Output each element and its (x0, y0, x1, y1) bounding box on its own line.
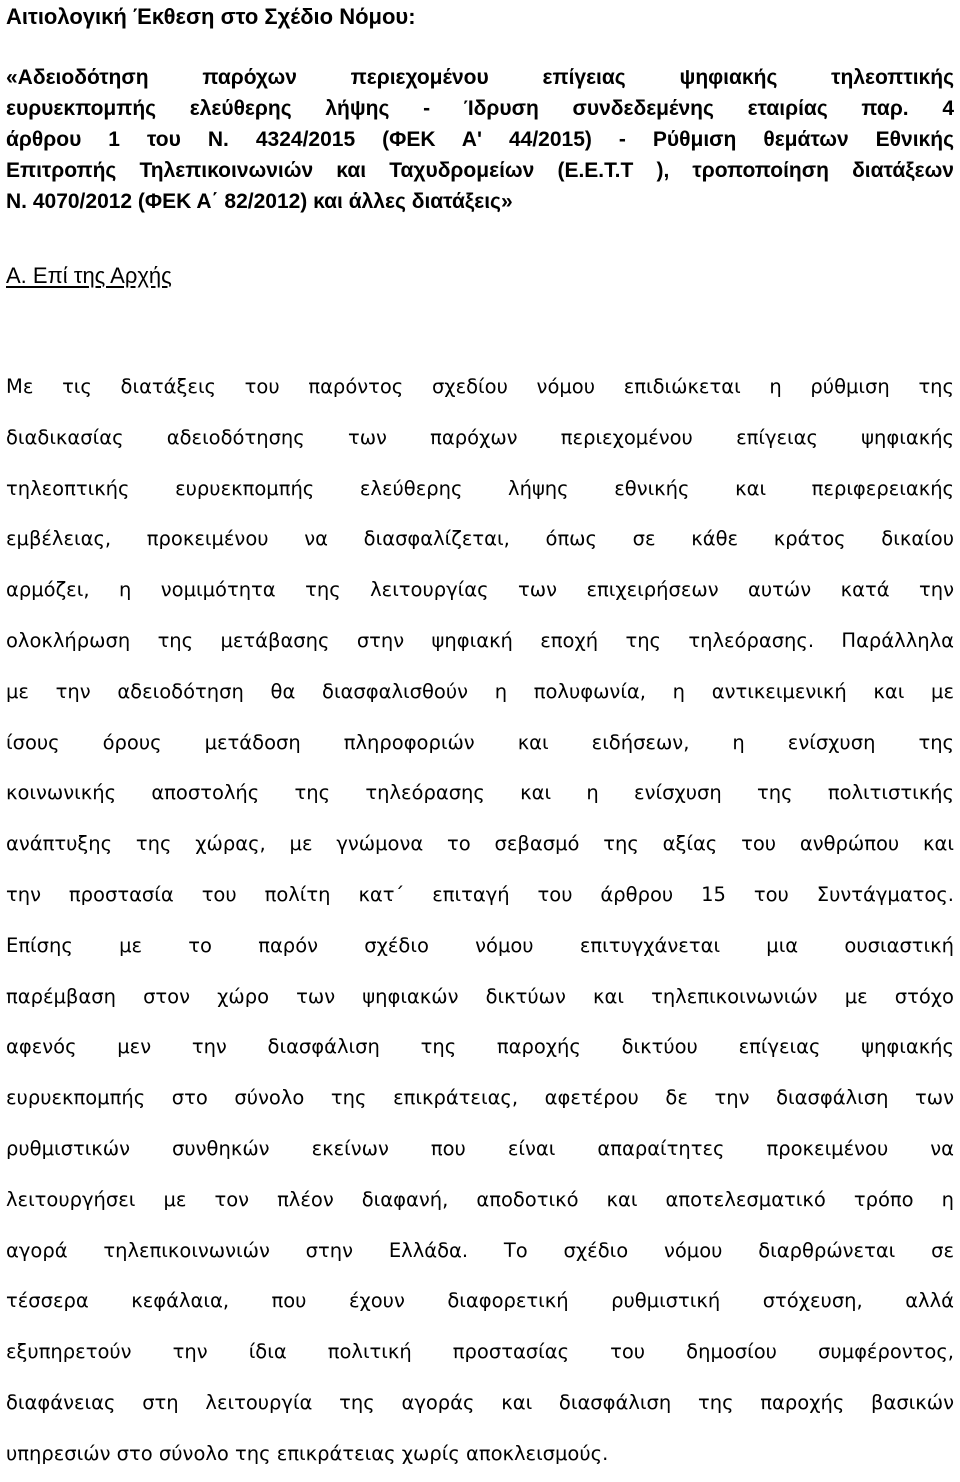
body-line: παρέμβαση στον χώρο των ψηφιακών δικτύων και τηλεπικοινωνιών με στόχο (6, 984, 954, 1008)
body-line: αρμόζει, η νομιμότητα της λειτουργίας των επιχειρήσεων αυτών κατά την (6, 578, 954, 602)
bill-title-line: «Αδειοδότηση παρόχων περιεχομένου επίγειας ψηφιακής τηλεοπτικής (6, 66, 954, 89)
body-line: ρυθμιστικών συνθηκών εκείνων που είναι απαραίτητες προκειμένου να (6, 1136, 954, 1160)
body-line: διαφάνειας στη λειτουργία της αγοράς και διασφάλιση της παροχής βασικών (6, 1390, 954, 1414)
bill-title-line: Επιτροπής Τηλεπικοινωνιών και Ταχυδρομείων (Ε.Ε.Τ.Τ ), τροποποίηση διατάξεων (6, 159, 954, 182)
body-line: υπηρεσιών στο σύνολο της επικράτειας χωρίς αποκλεισμούς. (6, 1441, 609, 1465)
body-line: λειτουργήσει με τον πλέον διαφανή, αποδοτικό και αποτελεσματικό τρόπο η (6, 1187, 954, 1211)
body-line: κοινωνικής αποστολής της τηλεόρασης και η ενίσχυση της πολιτιστικής (6, 781, 954, 805)
section-heading: Α. Επί της Αρχής (6, 263, 172, 288)
body-line: εμβέλειας, προκειμένου να διασφαλίζεται, όπως σε κάθε κράτος δικαίου (6, 527, 954, 551)
bill-title (6, 62, 954, 217)
document-page (6, 0, 954, 1480)
body-line: αφενός μεν την διασφάλιση της παροχής δικτύου επίγειας ψηφιακής (6, 1035, 954, 1059)
body-line: τέσσερα κεφάλαια, που έχουν διαφορετική ρυθμιστική στόχευση, αλλά (6, 1289, 954, 1313)
bill-title-line: άρθρου 1 του Ν. 4324/2015 (ΦΕΚ Α' 44/2015) - Ρύθμιση θεμάτων Εθνικής (6, 128, 954, 151)
document-title: Αιτιολογική Έκθεση στο Σχέδιο Νόμου: (6, 4, 416, 29)
body-line: ανάπτυξης της χώρας, με γνώμονα το σεβασμό της αξίας του ανθρώπου και (6, 832, 954, 856)
body-line: Με τις διατάξεις του παρόντος σχεδίου νόμου επιδιώκεται η ρύθμιση της (6, 375, 954, 398)
body-paragraph (6, 362, 954, 1480)
body-line: με την αδειοδότηση θα διασφαλισθούν η πολυφωνία, η αντικειμενική και με (6, 679, 954, 703)
body-line: αγορά τηλεπικοινωνιών στην Ελλάδα. Το σχέδιο νόμου διαρθρώνεται σε (6, 1238, 954, 1262)
body-line: ολοκλήρωση της μετάβασης στην ψηφιακή εποχή της τηλεόρασης. Παράλληλα (6, 628, 954, 652)
body-line: Επίσης με το παρόν σχέδιο νόμου επιτυγχάνεται μια ουσιαστική (6, 933, 954, 957)
body-line: την προστασία του πολίτη κατ΄ επιταγή του άρθρου 15 του Συντάγματος. (6, 882, 954, 906)
body-line: τηλεοπτικής ευρυεκπομπής ελεύθερης λήψης εθνικής και περιφερειακής (6, 476, 954, 500)
body-line: εξυπηρετούν την ίδια πολιτική προστασίας του δημοσίου συμφέροντος, (6, 1340, 954, 1364)
body-line: ίσους όρους μετάδοση πληροφοριών και ειδήσεων, η ενίσχυση της (6, 730, 954, 754)
body-line: ευρυεκπομπής στο σύνολο της επικράτειας, αφετέρου δε την διασφάλιση των (6, 1086, 954, 1110)
bill-title-line: ευρυεκπομπής ελεύθερης λήψης - Ίδρυση συνδεδεμένης εταιρίας παρ. 4 (6, 97, 954, 120)
body-line: διαδικασίας αδειοδότησης των παρόχων περιεχομένου επίγειας ψηφιακής (6, 425, 954, 449)
bill-title-line: Ν. 4070/2012 (ΦΕΚ Α΄ 82/2012) και άλλες διατάξεις» (6, 190, 513, 213)
